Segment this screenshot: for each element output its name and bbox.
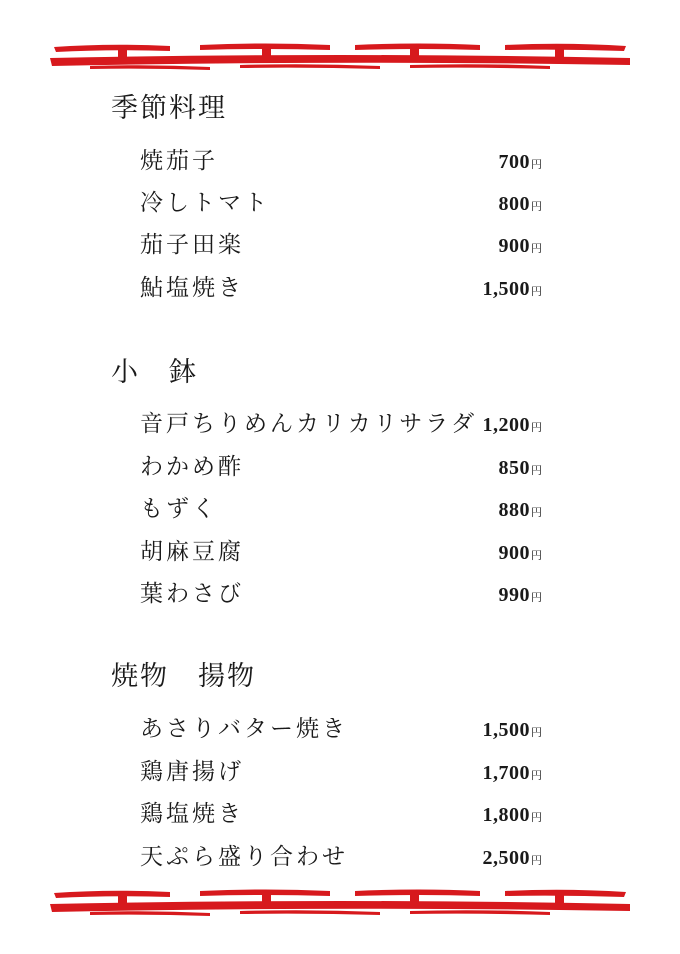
menu-item-name: もずく xyxy=(140,496,218,522)
menu-item-price xyxy=(499,499,543,522)
section-title-small-dishes: 小 鉢 xyxy=(111,357,198,388)
menu-item xyxy=(140,405,542,437)
price-value: 2,500 xyxy=(482,847,530,869)
menu-item-name: わかめ酢 xyxy=(140,454,244,480)
menu-item xyxy=(140,533,542,565)
menu-item-name: 冷しトマト xyxy=(140,190,270,216)
price-unit: 円 xyxy=(531,726,542,739)
menu-item xyxy=(140,710,542,742)
price-unit: 円 xyxy=(531,549,542,562)
menu-item xyxy=(140,795,542,827)
menu-item xyxy=(140,490,542,522)
price-unit: 円 xyxy=(531,769,542,782)
menu-item-name: 焼茄子 xyxy=(140,148,218,174)
price-unit: 円 xyxy=(531,421,542,434)
menu-item-name: 鮎塩焼き xyxy=(140,275,244,301)
menu-item-name: 音戸ちりめんカリカリサラダ xyxy=(140,411,478,437)
price-value: 880 xyxy=(498,499,530,521)
menu-item xyxy=(140,269,542,301)
top-decorative-border xyxy=(50,38,630,72)
menu-item-price xyxy=(499,457,543,480)
menu-item-price xyxy=(499,151,543,174)
price-value: 900 xyxy=(498,235,530,257)
menu-item-price xyxy=(483,804,543,827)
section-title-seasonal: 季節料理 xyxy=(111,93,227,124)
menu-item-price xyxy=(499,542,543,565)
price-value: 1,500 xyxy=(482,278,530,300)
price-unit: 円 xyxy=(531,242,542,255)
section-title-grilled-fried: 焼物 揚物 xyxy=(111,661,256,692)
price-value: 1,200 xyxy=(482,414,530,436)
bottom-decorative-border xyxy=(50,884,630,918)
price-unit: 円 xyxy=(531,854,542,867)
menu-item xyxy=(140,575,542,607)
price-unit: 円 xyxy=(531,158,542,171)
menu-item-price xyxy=(483,762,543,785)
price-value: 1,700 xyxy=(482,762,530,784)
menu-item-price xyxy=(483,719,543,742)
price-unit: 円 xyxy=(531,200,542,213)
menu-item-price xyxy=(483,414,543,437)
price-value: 990 xyxy=(498,584,530,606)
menu-item-price xyxy=(499,235,543,258)
menu-item-name: 葉わさび xyxy=(140,581,244,607)
price-value: 1,500 xyxy=(482,719,530,741)
price-value: 800 xyxy=(498,193,530,215)
price-unit: 円 xyxy=(531,464,542,477)
menu-item xyxy=(140,448,542,480)
menu-item xyxy=(140,184,542,216)
menu-item xyxy=(140,838,542,870)
menu-item-price xyxy=(483,847,543,870)
menu-item-price xyxy=(499,584,543,607)
menu-item-name: 胡麻豆腐 xyxy=(140,539,244,565)
menu-item-price xyxy=(499,193,543,216)
price-value: 1,800 xyxy=(482,804,530,826)
menu-item-name: 茄子田楽 xyxy=(140,232,244,258)
price-value: 850 xyxy=(498,457,530,479)
price-unit: 円 xyxy=(531,285,542,298)
menu-item-name: 鶏唐揚げ xyxy=(140,759,244,785)
menu-item xyxy=(140,753,542,785)
price-unit: 円 xyxy=(531,506,542,519)
menu-item xyxy=(140,226,542,258)
menu-item-price xyxy=(483,278,543,301)
menu-item-name: あさりバター焼き xyxy=(140,716,348,742)
menu-item-name: 鶏塩焼き xyxy=(140,801,244,827)
price-value: 900 xyxy=(498,542,530,564)
price-value: 700 xyxy=(498,151,530,173)
price-unit: 円 xyxy=(531,811,542,824)
menu-item xyxy=(140,142,542,174)
price-unit: 円 xyxy=(531,591,542,604)
menu-item-name: 天ぷら盛り合わせ xyxy=(140,844,348,870)
